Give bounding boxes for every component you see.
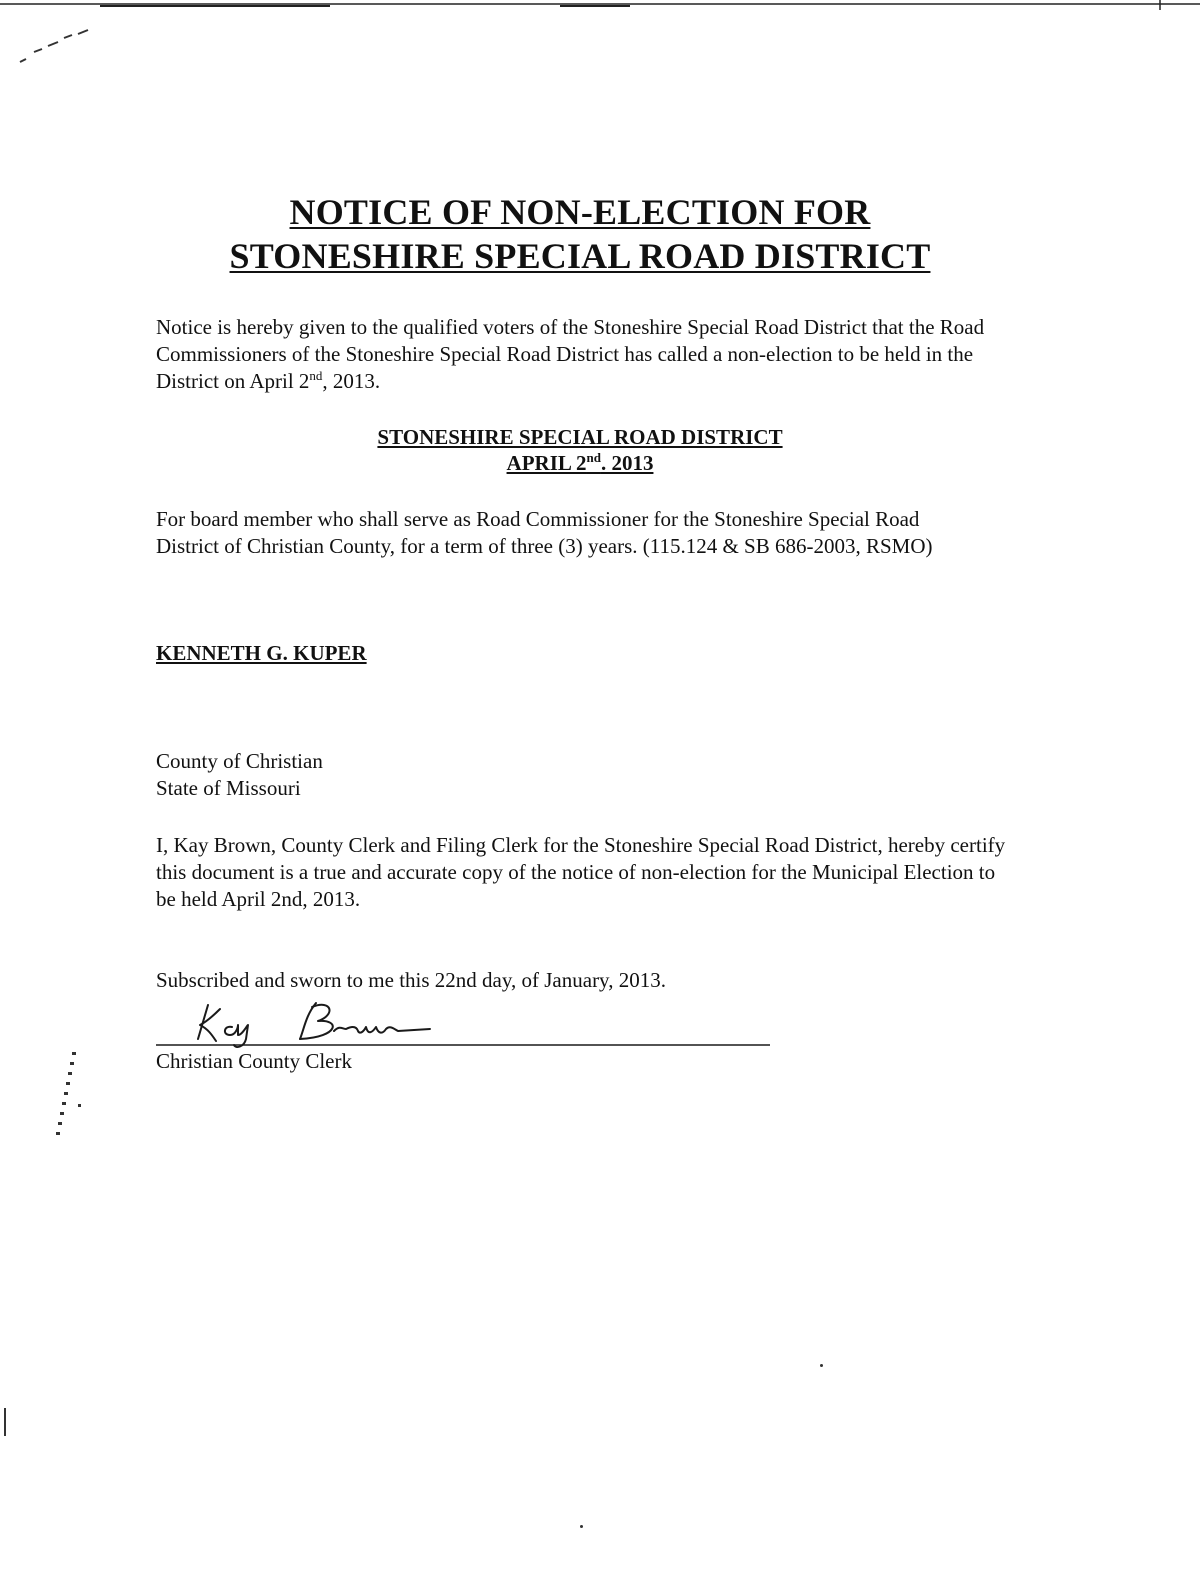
state-line: State of Missouri xyxy=(156,776,301,800)
document-title xyxy=(0,190,1160,278)
signature-label: Christian County Clerk xyxy=(156,1049,352,1073)
county-line: County of Christian xyxy=(156,749,323,773)
intro-ordinal-suffix: nd xyxy=(309,368,323,383)
sworn-statement: Subscribed and sworn to me this 22nd day, of January, 2013. xyxy=(156,968,666,992)
scan-edge-mark xyxy=(4,1408,6,1436)
scan-dot xyxy=(580,1525,583,1528)
scan-dot xyxy=(820,1364,823,1367)
jurisdiction-block xyxy=(156,748,1016,802)
scan-edge-artifact xyxy=(0,0,1200,10)
certification-paragraph: I, Kay Brown, County Clerk and Filing Clerk for the Stoneshire Special Road District, hereby certify this document is a true and accurate copy of the notice of non-election for the Municipal Election to be held April 2nd, 2013. xyxy=(156,833,1006,911)
section-heading xyxy=(0,424,1160,476)
scan-dots-artifact xyxy=(54,1048,94,1148)
title-line-2: STONESHIRE SPECIAL ROAD DISTRICT xyxy=(229,236,931,276)
heading-date-year: . 2013 xyxy=(600,451,654,475)
intro-text-end: , 2013. xyxy=(322,369,381,393)
intro-text: Notice is hereby given to the qualified voters of the Stoneshire Special Road District that the Road Commissioners of the Stoneshire Special Road District has called a non-election to be held in the District on April 2 xyxy=(156,315,985,393)
clerk-signature xyxy=(150,995,790,1055)
section-heading-line-2 xyxy=(507,451,654,475)
candidate-name: KENNETH G. KUPER xyxy=(156,641,367,665)
heading-date-suffix: nd xyxy=(586,450,601,465)
section-heading-line-1: STONESHIRE SPECIAL ROAD DISTRICT xyxy=(377,425,783,449)
title-line-1: NOTICE OF NON-ELECTION FOR xyxy=(289,192,871,232)
office-description: For board member who shall serve as Road Commissioner for the Stoneshire Special Road District of Christian County, for a term of three (3) years. (115.124 & SB 686-2003, RSMO) xyxy=(156,507,933,558)
intro-paragraph xyxy=(156,314,1016,395)
scan-speckle-artifact xyxy=(14,24,104,74)
heading-date-prefix: APRIL 2 xyxy=(506,451,587,475)
